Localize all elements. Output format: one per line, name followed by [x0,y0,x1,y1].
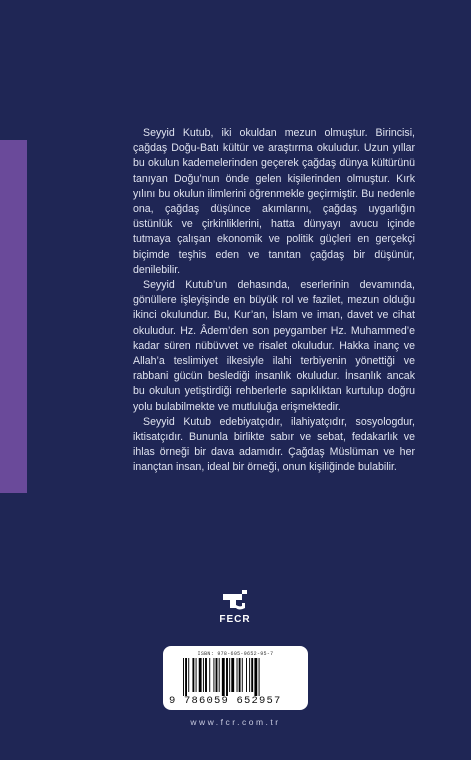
isbn-line: ISBN: 978-605-9652-95-7 [197,651,274,657]
ean-digits: 9 786059 652957 [169,695,282,707]
blurb-paragraph-2: Seyyid Kutub’un dehasında, eserlerinin devamında, gönüllere işleyişinde en büyük rol ve fazilet, mezun olduğu ikinci okulundur. Bu, Kur’an, İslam ve iman, davet ve cihat okuludur. Hz. Âdem’den son peygamber Hz. Muhammed’e kadar süren nübüvvet ve risalet okuludur. Hakka inanç ve Allah’a teslimiyet ilkesiyle ilahi terbiyenin yönettiği ve rabbani gücün beslediği insanlık okuludur. İnsanlık ancak bu okulun yetiştirdiği rehberlerle sapıklıktan kurtulup doğru yolu bulabilmekte ve mutluluğa erişmektedir. [133,279,415,413]
publisher-logo [212,588,258,625]
publisher-name: FECR [219,614,251,625]
blurb-paragraph-3: Seyyid Kutub edebiyatçıdır, ilahiyatçıdır, sosyologdur, iktisatçıdır. Bununla birlikte sabır ve sebat, fedakarlık ve ihlas örneği bir dava adamıdır. Çağdaş Müslüman ve her inançtan insan, ideal bir örneği, onun kişiliğinde bulabilir. [133,415,415,474]
fecr-logo-icon [220,588,250,612]
website-url: www.fcr.com.tr [190,717,281,727]
blurb-paragraph-1: Seyyid Kutub, iki okuldan mezun olmuştur. Birincisi, çağdaş Doğu-Batı kültür ve araştırma okuludur. Uzun yıllar bu okulun kademelerinden geçerek çağdaş dünya kültürünü tanıyan Doğu’nun önde gelen kişilerinden olmuştur. Kırk yılını bu okulun ilimlerini öğrenmekle geçirmiştir. Bu nedenle ona, çağdaş düşünce akımlarını, çağdaş uygarlığın üstünlük ve çirkinliklerini, hatta dünyayı avucu içinde tutmaya çalışan ekonomik ve politik güçleri en gerçekçi biçimde teşhis eden ve tanıtan çağdaş bir düşünür, denilebilir. [133,127,415,276]
accent-band [0,140,27,493]
barcode-label [163,646,308,710]
blurb-text [133,126,415,476]
barcode-bars [183,658,293,698]
